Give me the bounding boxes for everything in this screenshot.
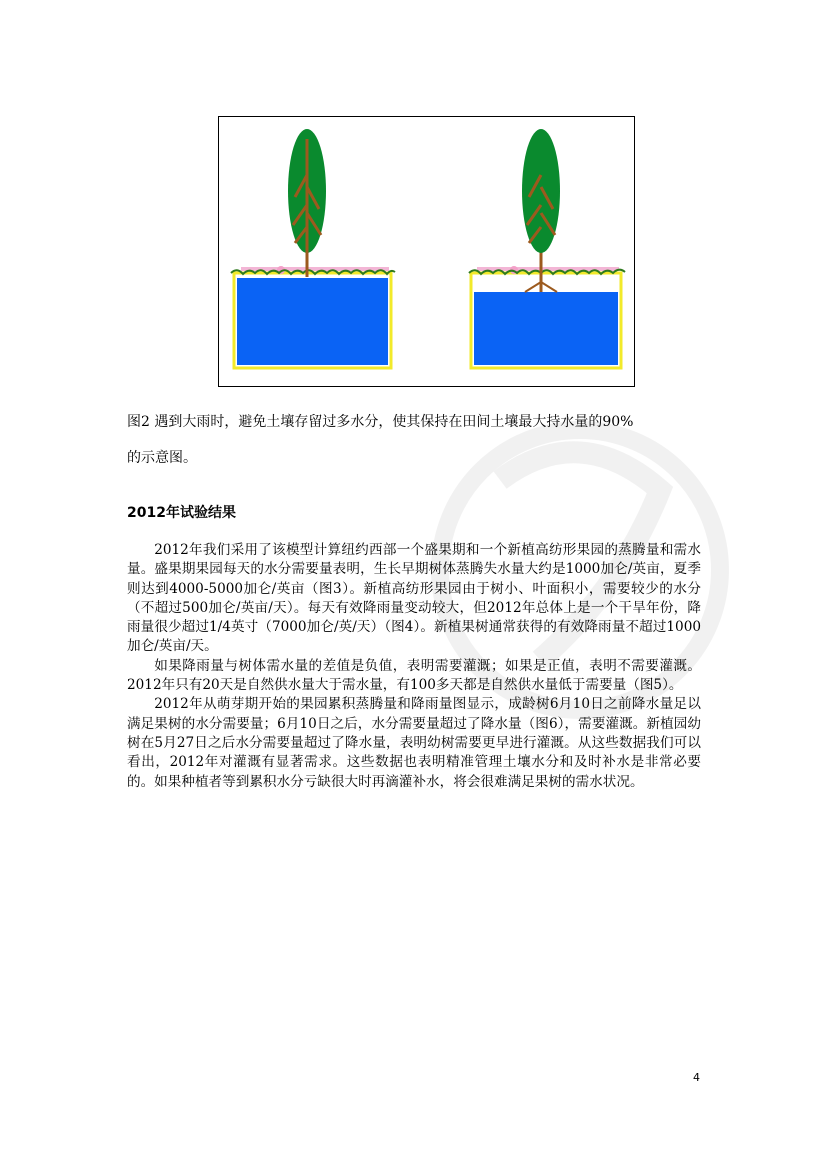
figure-soil-moisture-diagram (218, 116, 635, 387)
right-pot-water (474, 292, 618, 365)
caption-line-2: 的示意图。 (127, 450, 197, 466)
caption-line-1: 图2 遇到大雨时，避免土壤存留过多水分，使其保持在田间土壤最大持水量的90% (127, 414, 634, 430)
page-number: 4 (693, 1071, 700, 1084)
section-heading: 2012年试验结果 (127, 505, 236, 521)
soil-diagram-svg (219, 117, 634, 386)
body-text (127, 541, 701, 792)
left-pot-saturated (231, 129, 395, 368)
left-pot-water (237, 278, 388, 365)
paragraph-2: 如果降雨量与树体需水量的差值是负值，表明需要灌溉；如果是正值，表明不需要灌溉。2012年只有20天是自然供水量大于需水量，有100多天都是自然供水量低于需要量（图5）。 (127, 657, 701, 694)
paragraph-1: 2012年我们采用了该模型计算纽约西部一个盛果期和一个新植高纺形果园的蒸腾量和需水量。盛果期果园每天的水分需要量表明，生长早期树体蒸腾失水量大约是1000加仑/英亩，夏季则达到4000-5000加仑/英亩（图3）。新植高纺形果园由于树小、叶面积小，需要较少的水分（不超过500加仑/英亩/天）。每天有效降雨量变动较大，但2012年总体上是一个干旱年份，降雨量很少超过1/4英寸（7000加仑/英/天）（图4）。新植果树通常获得的有效降雨量不超过1000加仑/英亩/天。 (127, 542, 701, 655)
paragraph-3: 2012年从萌芽期开始的果园累积蒸腾量和降雨量图显示，成龄树6月10日之前降水量足以满足果树的水分需要量；6月10日之后，水分需要量超过了降水量（图6），需要灌溉。新植园幼树在5月27日之后水分需要量超过了降水量，表明幼树需要更早进行灌溉。从这些数据我们可以看出，2012年对灌溉有显著需求。这些数据也表明精准管理土壤水分和及时补水是非常必要的。如果种植者等到累积水分亏缺很大时再滴灌补水，将会很难满足果树的需水状况。 (127, 696, 701, 790)
right-pot-managed (469, 129, 625, 368)
figure-caption (127, 404, 707, 476)
